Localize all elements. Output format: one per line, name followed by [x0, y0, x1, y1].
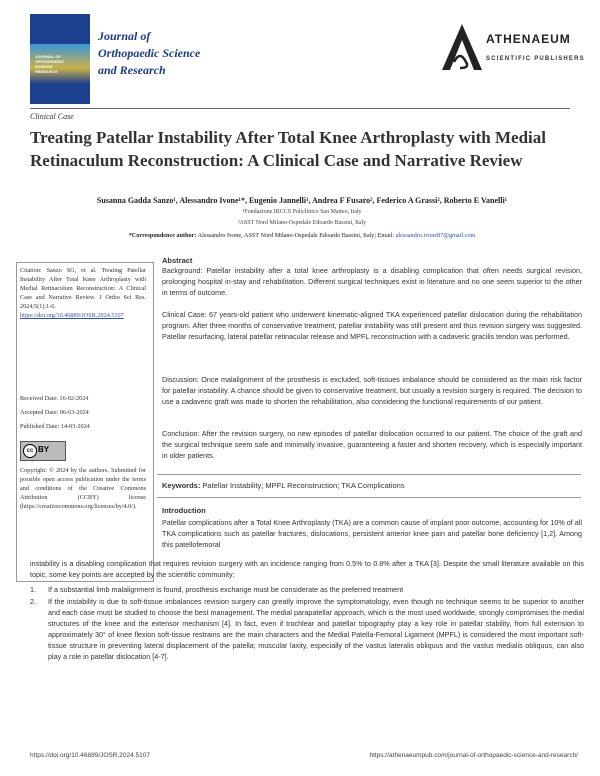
accepted-date: Accepted Date: 06-03-2024 — [20, 409, 89, 416]
keywords-label: Keywords: — [162, 481, 201, 490]
header-divider — [30, 108, 570, 109]
copyright-notice: Copyright: © 2024 by the authors. Submitted for possible open access publication under the terms and conditions of the Creative Commons Attribution (CCBY) license (https://creativecommons.org/licenses/by/4.0/). — [20, 467, 146, 510]
correspondence-text: Alessandro Ivone, ASST Nord Milano-Ospedale Edoardo Bassini, Italy; Email: — [196, 232, 396, 239]
footer-doi-link[interactable]: https://doi.org/10.46889/JOSR.2024.5107 — [30, 752, 150, 759]
abstract-background: Background: Patellar instability after a total knee arthroplasty is a disabling complication that often needs surgical revision, prolonging hospital in-stay and rehabilitation. Different surgical techniques exist in literature and no one seem superior to the other in terms of outcome. — [162, 266, 582, 297]
citation-text: Citation: Sanzo SG, et al. Treating Patellar Instability After Total Knee Arthroplasty with Medial Retinaculum Reconstruction: A Clinical Case and Narrative Review. J Ortho Sci Res. 2024;5(1):1-6. — [20, 267, 146, 310]
logo-line: RESEARCH — [35, 69, 58, 74]
footer-journal-url-link[interactable]: https://athenaeumpub.com/journal-of-orthopaedic-science-and-research/ — [369, 752, 578, 759]
logo-line: SCIENCE — [35, 64, 53, 69]
divider — [157, 497, 581, 498]
journal-title-line: and Research — [98, 63, 166, 77]
journal-logo — [30, 14, 90, 104]
list-number: 2. — [30, 597, 36, 606]
abstract-discussion: Discussion: Once malalignment of the prosthesis is excluded, soft-tissues imbalance should be considered as the main risk factor for patellar instability. A chance should be given to conservative treatment, but usually a revision surgery is required. The decision to use a cadaveric graft was made to shorten the rehabilitation, also considering the functional requirements of our patient. — [162, 375, 582, 406]
list-item — [30, 585, 584, 596]
introduction-heading: Introduction — [162, 506, 206, 515]
author-list: Susanna Gadda Sanzo¹, Alessandro Ivone¹*, Eugenio Jannelli¹, Andrea F Fusaro², Federico A Grassi², Roberto E Vanelli¹ — [96, 196, 508, 205]
article-type: Clinical Case — [30, 112, 74, 121]
logo-line: ORTHOPAEDIC — [35, 59, 65, 64]
by-label: BY — [38, 445, 50, 454]
divider — [157, 474, 581, 475]
introduction-paragraph: instability is a disabling complication that requires revision surgery with an incidence ranging from 0.5% to 0.8% after a TKA [3]. Despite the small literature available on this topic, some key points are accepted by the scientific community: — [30, 559, 584, 579]
citation-doi-link[interactable]: https://doi.org/10.46889/JOSR.2024.5107 — [20, 312, 124, 319]
received-date: Received Date: 16-02-2024 — [20, 395, 89, 402]
list-text: If a substantial limb malalignment is found, prosthesis exchange must be considerate as the preferred treatment — [48, 585, 404, 594]
journal-title — [98, 28, 208, 79]
affiliation: ¹Fondazione IRCCS Policlinico San Matteo, Italy — [242, 209, 362, 215]
introduction-paragraph: Patellar complications after a Total Knee Arthroplasty (TKA) are a common cause of implant poor outcome, accounting for 10% of all TKA complications such as patellar fractures, dislocations, persistent anterior knee pain and patellar bone deficiency [1,2]. Among this patellofemoral — [162, 518, 582, 549]
abstract-clinical-case: Clinical Case: 67 years-old patient who underwent kinematic-aligned TKA experienced patellar dislocation during the rehabilitation program. After three months of conservative treatment, patellar instability was still present and thus revision surgery was suggested. Patellar resurfacing, lateral patellar retinacular release and MPFL reconstruction with a cadaveric gracilis tendon was performed. — [162, 310, 582, 341]
list-text: If the instability is due to soft-tissue imbalances revision surgery can greatly improve the symptomatology, even though no technique seems to be superior to another and each case must be studied to choose the best management. The medial parapatellar approach, which is the most used worldwide, strongly compromises the medial structures of the knee and the extensor mechanism [4]. In fact, even if trochlear and patellar topography play a key role in patellar stability, from full extension to approximately 30° of knee flexion soft-tissue restrains are the main characters and the Medial Patella-Femoral Ligament (MPFL) is considered the most important soft-tissue structure in preventing lateral displacement of the patella; muscular laxity, especially of the vastus lateralis obliquus and the vastus medialis obliquus, can also play a role in patellar dislocation [4-7]. — [48, 597, 584, 661]
correspondence-email-link[interactable]: alessandro.ivone87@gmail.com — [395, 232, 476, 239]
correspondence — [30, 232, 574, 239]
abstract-heading: Abstract — [162, 256, 193, 265]
correspondence-label: *Correspondence author: — [128, 232, 197, 239]
list-number: 1. — [30, 585, 36, 594]
citation — [20, 266, 146, 320]
keywords — [162, 481, 405, 490]
cc-license-badge[interactable] — [20, 441, 66, 461]
affiliation: ²ASST Nord Milano-Ospedale Edoardo Bassini, Italy — [237, 220, 367, 226]
publisher-logo-icon — [440, 22, 485, 72]
abstract-conclusion: Conclusion: After the revision surgery, no new episodes of patellar dislocation occurred to our patient. The choice of the graft and the surgical technique seem safe and minimally invasive, guaranteeing a faster and shorten recovery, which is especially important in older patients. — [162, 429, 582, 460]
journal-title-line: Journal of — [98, 29, 151, 43]
publisher-name: ATHENAEUM — [486, 32, 571, 46]
journal-title-line: Orthopaedic Science — [98, 46, 201, 60]
logo-line: JOURNAL OF — [35, 54, 61, 59]
published-date: Published Date: 14-03-2024 — [20, 423, 90, 430]
logo-text — [35, 54, 85, 74]
keywords-text: Patellar Instability; MPFL Reconstruction; TKA Complications — [200, 481, 405, 490]
publisher-subtitle: SCIENTIFIC PUBLISHERS — [486, 56, 585, 62]
paper-title: Treating Patellar Instability After Total Knee Arthroplasty with Medial Retinaculum Reconstruction: A Clinical Case and Narrative Review — [30, 128, 546, 170]
list-item — [30, 597, 584, 662]
creative-commons-icon: cc — [23, 444, 37, 458]
